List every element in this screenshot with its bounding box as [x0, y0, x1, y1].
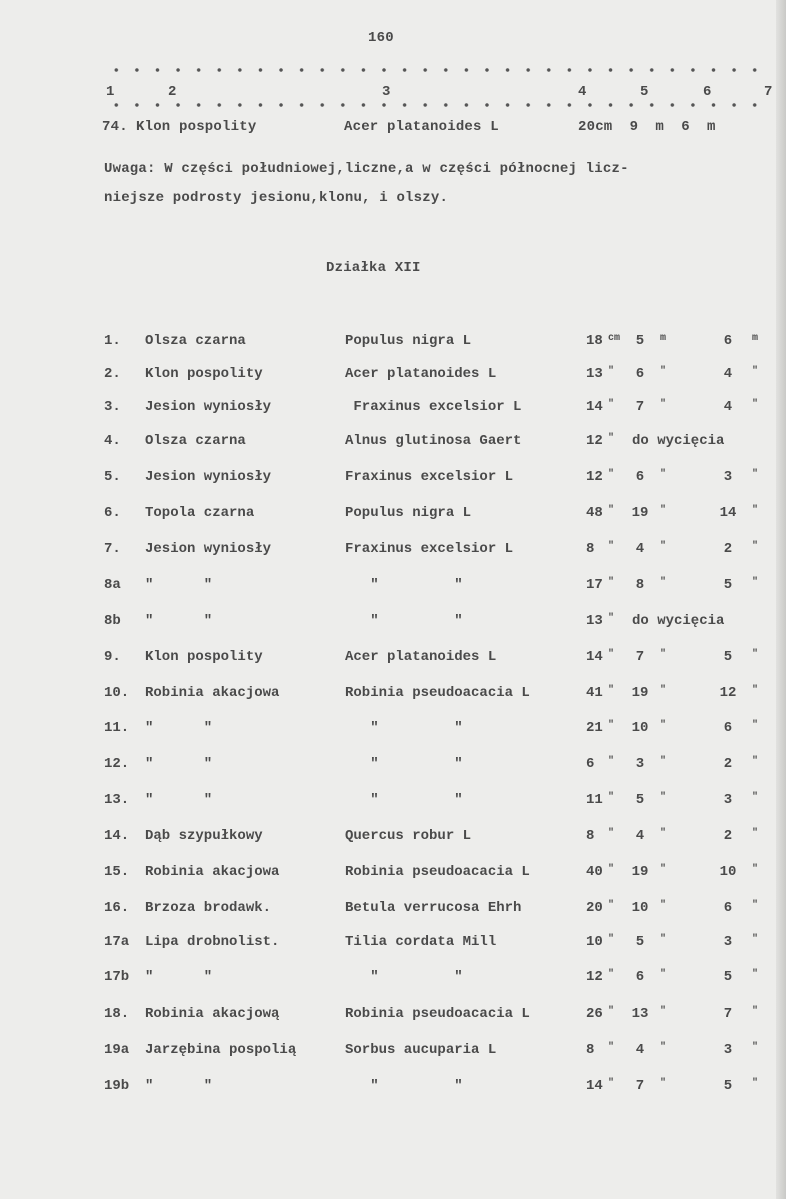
latin-name: Quercus robur L — [345, 828, 472, 844]
diameter: 17 — [586, 577, 603, 593]
row-number: 17b — [104, 969, 130, 985]
crown: 3 — [723, 934, 733, 950]
table-row — [0, 685, 786, 707]
latin-name: Alnus glutinosa Gaert — [345, 433, 522, 449]
diameter: 6 — [586, 756, 595, 772]
height-unit: " — [660, 577, 667, 588]
note-line-1: Uwaga: W części południowej,liczne,a w części północnej licz- — [104, 161, 629, 177]
height-unit: " — [660, 828, 667, 839]
table-row — [0, 333, 786, 355]
table-row — [0, 469, 786, 491]
latin-name: " " — [345, 577, 463, 593]
crown: 5 — [723, 649, 733, 665]
height-unit: " — [660, 1042, 667, 1053]
common-name: Klon pospolity — [145, 649, 263, 665]
row-number: 8b — [104, 613, 121, 629]
crown: 6 — [723, 333, 733, 349]
row-number: 16. — [104, 900, 130, 916]
table-row — [0, 541, 786, 563]
table-row — [0, 969, 786, 991]
height: 5 — [635, 792, 645, 808]
latin-name: " " — [345, 1078, 463, 1094]
remark: do wycięcia — [632, 613, 725, 629]
diameter-unit: " — [608, 399, 615, 410]
table-row — [0, 505, 786, 527]
prev-entry-name: Klon pospolity — [136, 119, 257, 135]
diameter: 8 — [586, 828, 595, 844]
common-name: Jesion wyniosły — [145, 541, 272, 557]
crown-unit: " — [752, 864, 759, 875]
latin-name: Sorbus aucuparia L — [345, 1042, 497, 1058]
table-row — [0, 577, 786, 599]
crown: 4 — [723, 399, 733, 415]
height: 19 — [631, 864, 649, 880]
common-name: " " — [145, 577, 213, 593]
table-row — [0, 1042, 786, 1064]
diameter-unit: " — [608, 1042, 615, 1053]
common-name: Olsza czarna — [145, 433, 246, 449]
height-unit: " — [660, 720, 667, 731]
diameter-unit: " — [608, 505, 615, 516]
height-unit: " — [660, 969, 667, 980]
common-name: Brzoza brodawk. — [145, 900, 272, 916]
dotted-rule-bottom — [106, 103, 766, 107]
diameter: 8 — [586, 541, 595, 557]
crown-unit: " — [752, 900, 759, 911]
table-row — [0, 366, 786, 388]
latin-name: Populus nigra L — [345, 333, 472, 349]
height: 4 — [635, 1042, 645, 1058]
crown-unit: m — [752, 333, 759, 344]
crown: 7 — [723, 1006, 733, 1022]
table-row — [0, 720, 786, 742]
crown: 12 — [719, 685, 737, 701]
crown-unit: " — [752, 366, 759, 377]
diameter: 20 — [586, 900, 603, 916]
latin-name: Fraxinus excelsior L — [345, 541, 514, 557]
diameter: 13 — [586, 613, 603, 629]
height: 7 — [635, 649, 645, 665]
row-number: 12. — [104, 756, 130, 772]
diameter-unit: cm — [608, 333, 621, 344]
crown-unit: " — [752, 399, 759, 410]
table-row — [0, 934, 786, 956]
diameter-unit: " — [608, 1078, 615, 1089]
diameter: 11 — [586, 792, 603, 808]
table-row — [0, 399, 786, 421]
height: 6 — [635, 969, 645, 985]
crown: 14 — [719, 505, 737, 521]
crown: 10 — [719, 864, 737, 880]
crown-unit: " — [752, 649, 759, 660]
table-row — [0, 613, 786, 635]
diameter-unit: " — [608, 756, 615, 767]
crown: 3 — [723, 792, 733, 808]
common-name: " " — [145, 792, 213, 808]
crown: 2 — [723, 541, 733, 557]
table-row — [0, 649, 786, 671]
crown-unit: " — [752, 577, 759, 588]
row-number: 17a — [104, 934, 130, 950]
common-name: Robinia akacjową — [145, 1006, 280, 1022]
crown-unit: " — [752, 1042, 759, 1053]
diameter: 40 — [586, 864, 603, 880]
latin-name: Robinia pseudoacacia L — [345, 685, 530, 701]
height: 6 — [635, 366, 645, 382]
crown: 2 — [723, 828, 733, 844]
row-number: 4. — [104, 433, 121, 449]
common-name: Jarzębina pospolią — [145, 1042, 297, 1058]
common-name: Jesion wyniosły — [145, 399, 272, 415]
latin-name: Acer platanoides L — [345, 366, 497, 382]
diameter-unit: " — [608, 613, 615, 624]
row-number: 1. — [104, 333, 121, 349]
height: 19 — [631, 505, 649, 521]
height: 6 — [635, 469, 645, 485]
latin-name: Fraxinus excelsior L — [345, 469, 514, 485]
height-unit: " — [660, 399, 667, 410]
height-unit: " — [660, 541, 667, 552]
row-number: 19b — [104, 1078, 130, 1094]
row-number: 18. — [104, 1006, 130, 1022]
common-name: " " — [145, 720, 213, 736]
height-unit: " — [660, 649, 667, 660]
diameter-unit: " — [608, 934, 615, 945]
height: 10 — [631, 900, 649, 916]
height-unit: " — [660, 934, 667, 945]
diameter: 14 — [586, 649, 603, 665]
height-unit: " — [660, 685, 667, 696]
height-unit: " — [660, 505, 667, 516]
latin-name: " " — [345, 792, 463, 808]
common-name: Robinia akacjowa — [145, 864, 280, 880]
diameter: 18 — [586, 333, 603, 349]
height-unit: " — [660, 1006, 667, 1017]
column-number-1: 1 — [106, 84, 115, 100]
height: 8 — [635, 577, 645, 593]
latin-name: Robinia pseudoacacia L — [345, 1006, 530, 1022]
height: 13 — [631, 1006, 649, 1022]
row-number: 9. — [104, 649, 121, 665]
height: 4 — [635, 828, 645, 844]
crown-unit: " — [752, 720, 759, 731]
row-number: 6. — [104, 505, 121, 521]
diameter-unit: " — [608, 577, 615, 588]
crown: 5 — [723, 577, 733, 593]
note-line-2: niejsze podrosty jesionu,klonu, i olszy. — [104, 190, 449, 206]
crown-unit: " — [752, 828, 759, 839]
diameter: 26 — [586, 1006, 603, 1022]
common-name: Robinia akacjowa — [145, 685, 280, 701]
height: 5 — [635, 333, 645, 349]
row-number: 11. — [104, 720, 130, 736]
crown: 4 — [723, 366, 733, 382]
row-number: 7. — [104, 541, 121, 557]
height: 19 — [631, 685, 649, 701]
crown: 3 — [723, 1042, 733, 1058]
height: 4 — [635, 541, 645, 557]
height-unit: " — [660, 366, 667, 377]
row-number: 2. — [104, 366, 121, 382]
crown-unit: " — [752, 541, 759, 552]
latin-name: " " — [345, 756, 463, 772]
diameter-unit: " — [608, 720, 615, 731]
height: 7 — [635, 1078, 645, 1094]
common-name: Olsza czarna — [145, 333, 246, 349]
prev-entry-latin: Acer platanoides L — [344, 119, 499, 135]
height-unit: m — [660, 333, 667, 344]
table-row — [0, 828, 786, 850]
height: 3 — [635, 756, 645, 772]
crown-unit: " — [752, 1006, 759, 1017]
crown-unit: " — [752, 792, 759, 803]
column-number-7: 7 — [764, 84, 773, 100]
diameter: 13 — [586, 366, 603, 382]
diameter: 12 — [586, 469, 603, 485]
common-name: " " — [145, 613, 213, 629]
crown-unit: " — [752, 685, 759, 696]
diameter-unit: " — [608, 433, 615, 444]
diameter-unit: " — [608, 864, 615, 875]
crown: 6 — [723, 720, 733, 736]
row-number: 19a — [104, 1042, 130, 1058]
row-number: 5. — [104, 469, 121, 485]
crown-unit: " — [752, 934, 759, 945]
common-name: Lipa drobnolist. — [145, 934, 280, 950]
table-row — [0, 1006, 786, 1028]
row-number: 3. — [104, 399, 121, 415]
diameter: 14 — [586, 399, 603, 415]
diameter-unit: " — [608, 469, 615, 480]
diameter-unit: " — [608, 900, 615, 911]
common-name: Klon pospolity — [145, 366, 263, 382]
column-number-4: 4 — [578, 84, 587, 100]
table-row — [0, 433, 786, 455]
height: 7 — [635, 399, 645, 415]
diameter: 41 — [586, 685, 603, 701]
column-number-6: 6 — [703, 84, 712, 100]
diameter: 8 — [586, 1042, 595, 1058]
diameter-unit: " — [608, 685, 615, 696]
diameter: 14 — [586, 1078, 603, 1094]
crown: 6 — [723, 900, 733, 916]
diameter: 48 — [586, 505, 603, 521]
diameter-unit: " — [608, 969, 615, 980]
row-number: 13. — [104, 792, 130, 808]
diameter-unit: " — [608, 828, 615, 839]
latin-name: Acer platanoides L — [345, 649, 497, 665]
table-row — [0, 792, 786, 814]
height: 5 — [635, 934, 645, 950]
column-number-2: 2 — [168, 84, 177, 100]
latin-name: Tilia cordata Mill — [345, 934, 497, 950]
diameter-unit: " — [608, 792, 615, 803]
table-row — [0, 900, 786, 922]
height-unit: " — [660, 864, 667, 875]
latin-name: Robinia pseudoacacia L — [345, 864, 530, 880]
height-unit: " — [660, 469, 667, 480]
diameter: 12 — [586, 969, 603, 985]
row-number: 8a — [104, 577, 121, 593]
prev-entry-no: 74. — [102, 119, 128, 135]
crown: 3 — [723, 469, 733, 485]
diameter: 12 — [586, 433, 603, 449]
crown: 5 — [723, 1078, 733, 1094]
crown-unit: " — [752, 969, 759, 980]
diameter: 10 — [586, 934, 603, 950]
crown-unit: " — [752, 469, 759, 480]
table-row — [0, 1078, 786, 1100]
remark: do wycięcia — [632, 433, 725, 449]
common-name: Topola czarna — [145, 505, 255, 521]
row-number: 14. — [104, 828, 130, 844]
height-unit: " — [660, 1078, 667, 1089]
diameter-unit: " — [608, 541, 615, 552]
diameter: 21 — [586, 720, 603, 736]
page-number: 160 — [368, 30, 394, 46]
dotted-rule-top — [106, 68, 766, 72]
crown-unit: " — [752, 756, 759, 767]
column-number-3: 3 — [382, 84, 391, 100]
common-name: Dąb szypułkowy — [145, 828, 263, 844]
common-name: " " — [145, 969, 213, 985]
diameter-unit: " — [608, 1006, 615, 1017]
table-row — [0, 756, 786, 778]
diameter-unit: " — [608, 366, 615, 377]
height-unit: " — [660, 792, 667, 803]
crown: 5 — [723, 969, 733, 985]
latin-name: " " — [345, 969, 463, 985]
common-name: " " — [145, 756, 213, 772]
row-number: 15. — [104, 864, 130, 880]
latin-name: Fraxinus excelsior L — [345, 399, 522, 415]
row-number: 10. — [104, 685, 130, 701]
section-title: Działka XII — [326, 260, 421, 276]
latin-name: Betula verrucosa Ehrh — [345, 900, 522, 916]
diameter-unit: " — [608, 649, 615, 660]
latin-name: Populus nigra L — [345, 505, 472, 521]
crown: 2 — [723, 756, 733, 772]
height-unit: " — [660, 900, 667, 911]
table-row — [0, 864, 786, 886]
height-unit: " — [660, 756, 667, 767]
crown-unit: " — [752, 1078, 759, 1089]
height: 10 — [631, 720, 649, 736]
common-name: Jesion wyniosły — [145, 469, 272, 485]
latin-name: " " — [345, 720, 463, 736]
latin-name: " " — [345, 613, 463, 629]
crown-unit: " — [752, 505, 759, 516]
common-name: " " — [145, 1078, 213, 1094]
prev-entry-measure: 20cm 9 m 6 m — [578, 119, 716, 135]
column-number-5: 5 — [640, 84, 649, 100]
